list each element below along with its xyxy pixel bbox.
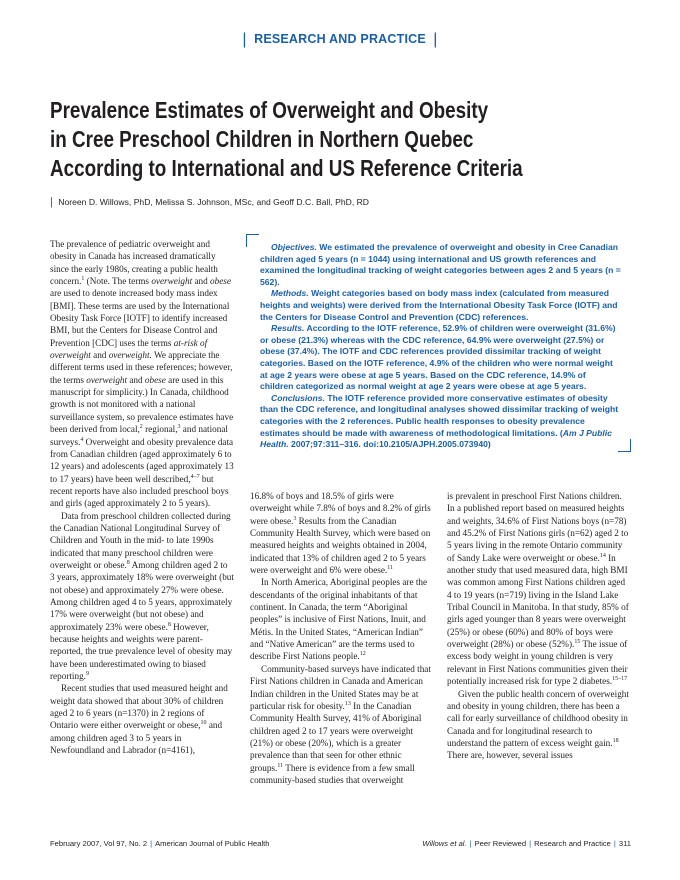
body-column-2 [250,490,435,786]
objectives-label: Objectives. [271,242,317,252]
title-line-3: According to International and US Reference Criteria [50,155,523,181]
footer-right [422,839,631,848]
section-title: RESEARCH AND PRACTICE [254,32,426,46]
footer-review: Peer Reviewed [474,839,527,848]
col3-paragraph-2: Given the public health concern of overweight and obesity in young children, there has been a call for early surveillance of childhood obesity in Canada and for longitudinal research to understand the pattern of excess weight gain.$^{18}$ There are, however, several issues [447,688,629,761]
col2-paragraph-2: In North America, Aboriginal peoples are the descendants of the original inhabitants of that continent. In Canada, the term “Aboriginal peoples” is inclusive of First Nations, Inuit, and Métis. In the United States, “American Indian” and “Native American” are the terms used to describe First Nations people.$^{12}$ [250,577,428,662]
title-line-2: in Cree Preschool Children in Northern Quebec [50,126,474,152]
author-line [50,196,630,208]
footer-author: Willows et al. [422,839,467,848]
abstract-results [260,323,621,393]
results-text: According to the IOTF reference, 52.9% of children were overweight (31.6%) or obese (21.3%) whereas with the CDC reference, 64.9% were overweight (27.5%) or obese (37.4%). The IOTF and CDC references provided dissimilar tracking of weight categories. Based on the IOTF reference, 4.9% of the children who were normal weight at age 2 years were obese at age 5 years. Based on the CDC reference, 14.9% of children categorized as normal weight at age 2 years were obese at age 5 years. [260,323,616,392]
authors-text: Noreen D. Willows, PhD, Melissa S. Johnson, MSc, and Geoff D.C. Ball, PhD, RD [58,197,370,207]
abstract-conclusions [260,393,621,451]
article-title [50,96,523,183]
col1-paragraph-1: The prevalence of pediatric overweight and obesity in Canada has increased dramatically since the early 1980s, creating a public health concern.$^1$ (Note. The terms overweight and obese are used to denote increased body mass index [BMI]. These terms are used by the International Obesity Task Force [IOTF] to identify increased BMI, but the Centers for Disease Control and Prevention [CDC] uses the terms at-risk of overweight and overweight. We appreciate the different terms used in these references; however, the terms overweight and obese are used in this manuscript for simplicity.) In Canada, childhood growth is not monitored with a national surveillance system, so prevalence estimates have been derived from local,$^2$ regional,$^3$ and national surveys.$^4$ Overweight and obesity prevalence data from Canadian children (aged approximately 6 to 12 years) and adolescents (aged approximately 13 to 17 years) have been well described,$^{4-7}$ but recent reports have also included preschool boys and girls (aged approximately 2 to 5 years). [50,239,234,509]
footer-separator: | [469,839,472,848]
body-column-3 [447,490,631,762]
col1-paragraph-2: Data from preschool children collected during the Canadian National Longitudinal Survey of Children and Youth in the mid- to late 1990s indicated that many preschool children were overweight or obese.$^8$ Among children aged 2 to 3 years, approximately 18% were overweight (but not obese) and approximately 27% were obese. Among children aged 4 to 5 years, approximately 17% were overweight (but not obese) and approximately 23% were obese.$^8$ However, because heights and weights were parent-reported, the true prevalence level of obesity may have been underestimated owing to biased reporting.$^9$ [50,510,234,682]
footer-section: Research and Practice [534,839,611,848]
page-footer [50,839,631,851]
col2-paragraph-1: 16.8% of boys and 18.5% of girls were overweight while 7.8% of boys and 8.2% of girls were obese.$^3$ Results from the Canadian Community Health Survey, which were based on measured heights and weights obtained in 2004, indicated that 13% of children aged 2 to 5 years were overweight and 6% were obese.$^{11}$ [250,491,431,576]
header-bar-left: | [242,31,247,48]
header-bar-right: | [433,31,438,48]
results-label: Results. [271,323,305,334]
footer-issue: February 2007, Vol 97, No. 2 [50,839,148,848]
abstract-box [246,234,631,452]
abstract-corner-top-left [246,234,259,247]
citation-rest: 2007;97:311–316. doi:10.2105/AJPH.2005.073940) [288,439,491,450]
footer-separator: | [150,839,153,848]
footer-left [50,839,269,848]
citation-journal: Am J Public Health. [260,427,612,450]
abstract-objectives [260,242,621,288]
abstract-methods [260,288,621,323]
objectives-text: We estimated the prevalence of overweight and obesity in Cree Canadian children aged 5 years (n = 1044) using international and US growth references and examined the longitudinal tracking of weight categories between ages 2 and 5 years (n = 562). [260,242,621,287]
footer-journal: American Journal of Public Health [155,839,270,848]
col1-paragraph-3: Recent studies that used measured height and weight data showed that about 30% of children aged 2 to 6 years (n=1370) in 2 regions of Ontario were either overweight or obese,$^{10}$ and among children aged 3 to 5 years in Newfoundland and Labrador (n=4161), [50,683,228,756]
title-line-1: Prevalence Estimates of Overweight and Obesity [50,97,489,123]
page-number: 311 [618,839,631,848]
author-bar: | [50,196,53,208]
methods-text: Weight categories based on body mass index (calculated from measured heights and weights) were derived from the International Obesity Task Force (IOTF) and the Centers for Disease Control and Prevention (CDC) references. [260,288,618,322]
section-header [0,30,680,48]
body-column-1 [50,238,234,756]
footer-separator: | [529,839,532,848]
conclusions-label: Conclusions. [271,392,325,403]
conclusions-text: The IOTF reference provided more conservative estimates of obesity than the CDC reference, and longitudinal analyses showed dissimilar tracking of weight categories with the 2 references. Public health responses to obesity prevalence estimates should be made with awareness of methodological limitations. ( [260,392,619,438]
col2-paragraph-3: Community-based surveys have indicated that First Nations children in Canada and American Indian children in the United States may be at particular risk for obesity.$^{13}$ In the Canadian Community Health Survey, 41% of Aboriginal children aged 2 to 17 years were overweight (21%) or obese (20%), which is a greater prevalence than that seen for other ethnic groups.$^{11}$ There is evidence from a few small community-based studies that overweight [250,663,431,785]
footer-separator: | [613,839,616,848]
abstract-corner-bottom-right [618,439,631,452]
col3-paragraph-1: is prevalent in preschool First Nations children. In a published report based on measured heights and weights, 34.6% of First Nations boys (n=78) and 45.2% of First Nations girls (n=62) aged 2 to 5 years living in the remote Ontario community of Sandy Lake were overweight or obese.$^{14}$ In another study that used measured data, high BMI was common among First Nations children aged 4 to 19 years (n=719) living in the Island Lake Tribal Council in Manitoba. In that study, 85% of girls aged younger than 8 years were overweight (25%) or obese (60%) and 80% of boys were overweight (28%) or obese (52%).$^{15}$ The issue of excess body weight in young children is very relevant in First Nations communities given their potentially increased risk for type 2 diabetes.$^{15-17}$ [447,491,629,687]
methods-label: Methods. [271,288,309,299]
